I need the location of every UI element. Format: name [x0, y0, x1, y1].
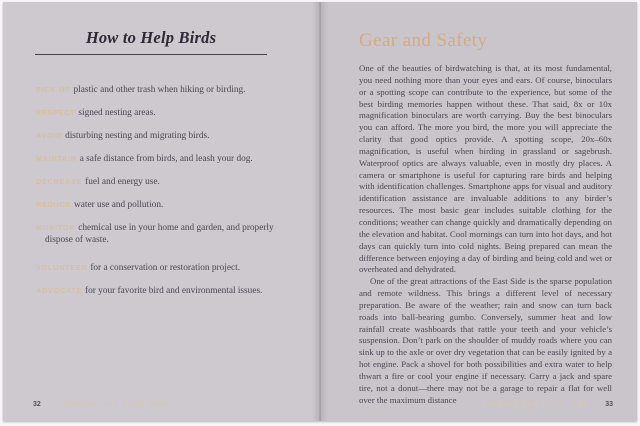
help-item: [36, 199, 278, 212]
help-item: [36, 107, 278, 120]
left-page-footer: [33, 401, 170, 408]
help-item-lead-word: RESPECT: [36, 108, 76, 117]
help-item-lead-word: PICK UP: [36, 85, 71, 94]
help-item: [36, 176, 278, 189]
left-page-heading-block: [35, 28, 267, 55]
help-item-lead-word: MAINTAIN: [36, 154, 77, 163]
body-paragraph: One of the great attractions of the East Side is the sparse population and remote wildness. This brings a different level of necessary preparation. Be aware of the weather; rain and snow can turn back roads into ball-bearing gumbo. Conversely, summer heat and low rainfall create washboards that rattle your teeth and your vehicle’s suspension. Don’t park on the shoulder of muddy roads where you can sink up to the axle or over dry vegetation that can be easily ignited by a hot engine. Pack a shovel for both possibilities and extra water to help thwart a fire or cool your engine if necessary. Carry a jack and spare tire, not a donut—there may not be a garage to repair a flat for well over the maximum distance: [359, 276, 612, 405]
left-page-title: How to Help Birds: [85, 28, 217, 47]
body-text: [359, 63, 612, 406]
running-head-left: BIRDING THE EAST SIDE: [62, 401, 170, 408]
right-page: [320, 2, 637, 421]
help-item-text: water use and pollution.: [74, 200, 164, 210]
left-page: [3, 2, 320, 421]
heading-rule: [35, 54, 267, 55]
book-spread: [3, 2, 637, 421]
help-item-text: a safe distance from birds, and leash your dog.: [79, 154, 253, 164]
running-head-right: BIRDING THE EAST SIDE: [482, 401, 590, 408]
help-item-text: for a conservation or restoration project.: [90, 263, 241, 273]
help-item: [36, 84, 278, 97]
help-item-lead-word: VOLUNTEER: [36, 263, 88, 272]
body-paragraph: One of the beauties of birdwatching is that, at its most fundamental, you need nothing more than your eyes and ears. Of course, binoculars or a spotting scope can contribute to the experience, but some of the best birding memories happen without these. That said, 8x or 10x magnification binoculars are worth carrying. Buy the best binoculars you can afford. The more you bird, the more you will appreciate the clarity that good optics provide. A spotting scope, 20x–60x magnification, is useful when birding in grassland or sagebrush. Waterproof optics are always valuable, even in mostly dry places. A camera or smartphone is useful for capturing rare birds and helping with identification challenges. Smartphone apps for visual and auditory identification assistance are invaluable additions to any birder’s resources. The most basic gear includes suitable clothing for the conditions; weather can change quickly and dramatically depending on the elevation and habitat. Cool mornings can turn into hot days, and hot days can quickly turn into cold nights. Being prepared can mean the difference between enjoying a day of birding and being cold and wet or overheated and dehydrated.: [359, 63, 612, 275]
right-page-number: 33: [605, 401, 613, 408]
help-item-lead-word: AVOID: [36, 131, 63, 140]
help-item: [36, 285, 278, 298]
right-page-footer: [482, 401, 613, 408]
help-item: [36, 262, 278, 275]
help-item-lead-word: MONITOR: [36, 223, 76, 232]
help-item: [36, 153, 278, 166]
help-item-lead-word: REDUCE: [36, 200, 72, 209]
help-item: [36, 222, 278, 246]
right-page-title: Gear and Safety: [359, 30, 488, 51]
help-item-text: signed nesting areas.: [78, 108, 156, 118]
help-item-text: disturbing nesting and migrating birds.: [65, 131, 210, 141]
help-item-text: plastic and other trash when hiking or birding.: [73, 85, 246, 95]
left-page-number: 32: [33, 401, 41, 408]
help-item-lead-word: ADVOCATE: [36, 286, 83, 295]
help-item-text: fuel and energy use.: [85, 177, 160, 187]
help-item-lead-word: DECREASE: [36, 177, 83, 186]
help-list: [36, 84, 278, 308]
help-item-text: for your favorite bird and environmental issues.: [85, 286, 263, 296]
help-item-text: chemical use in your home and garden, and properly dispose of waste.: [45, 223, 274, 245]
help-item: [36, 130, 278, 143]
